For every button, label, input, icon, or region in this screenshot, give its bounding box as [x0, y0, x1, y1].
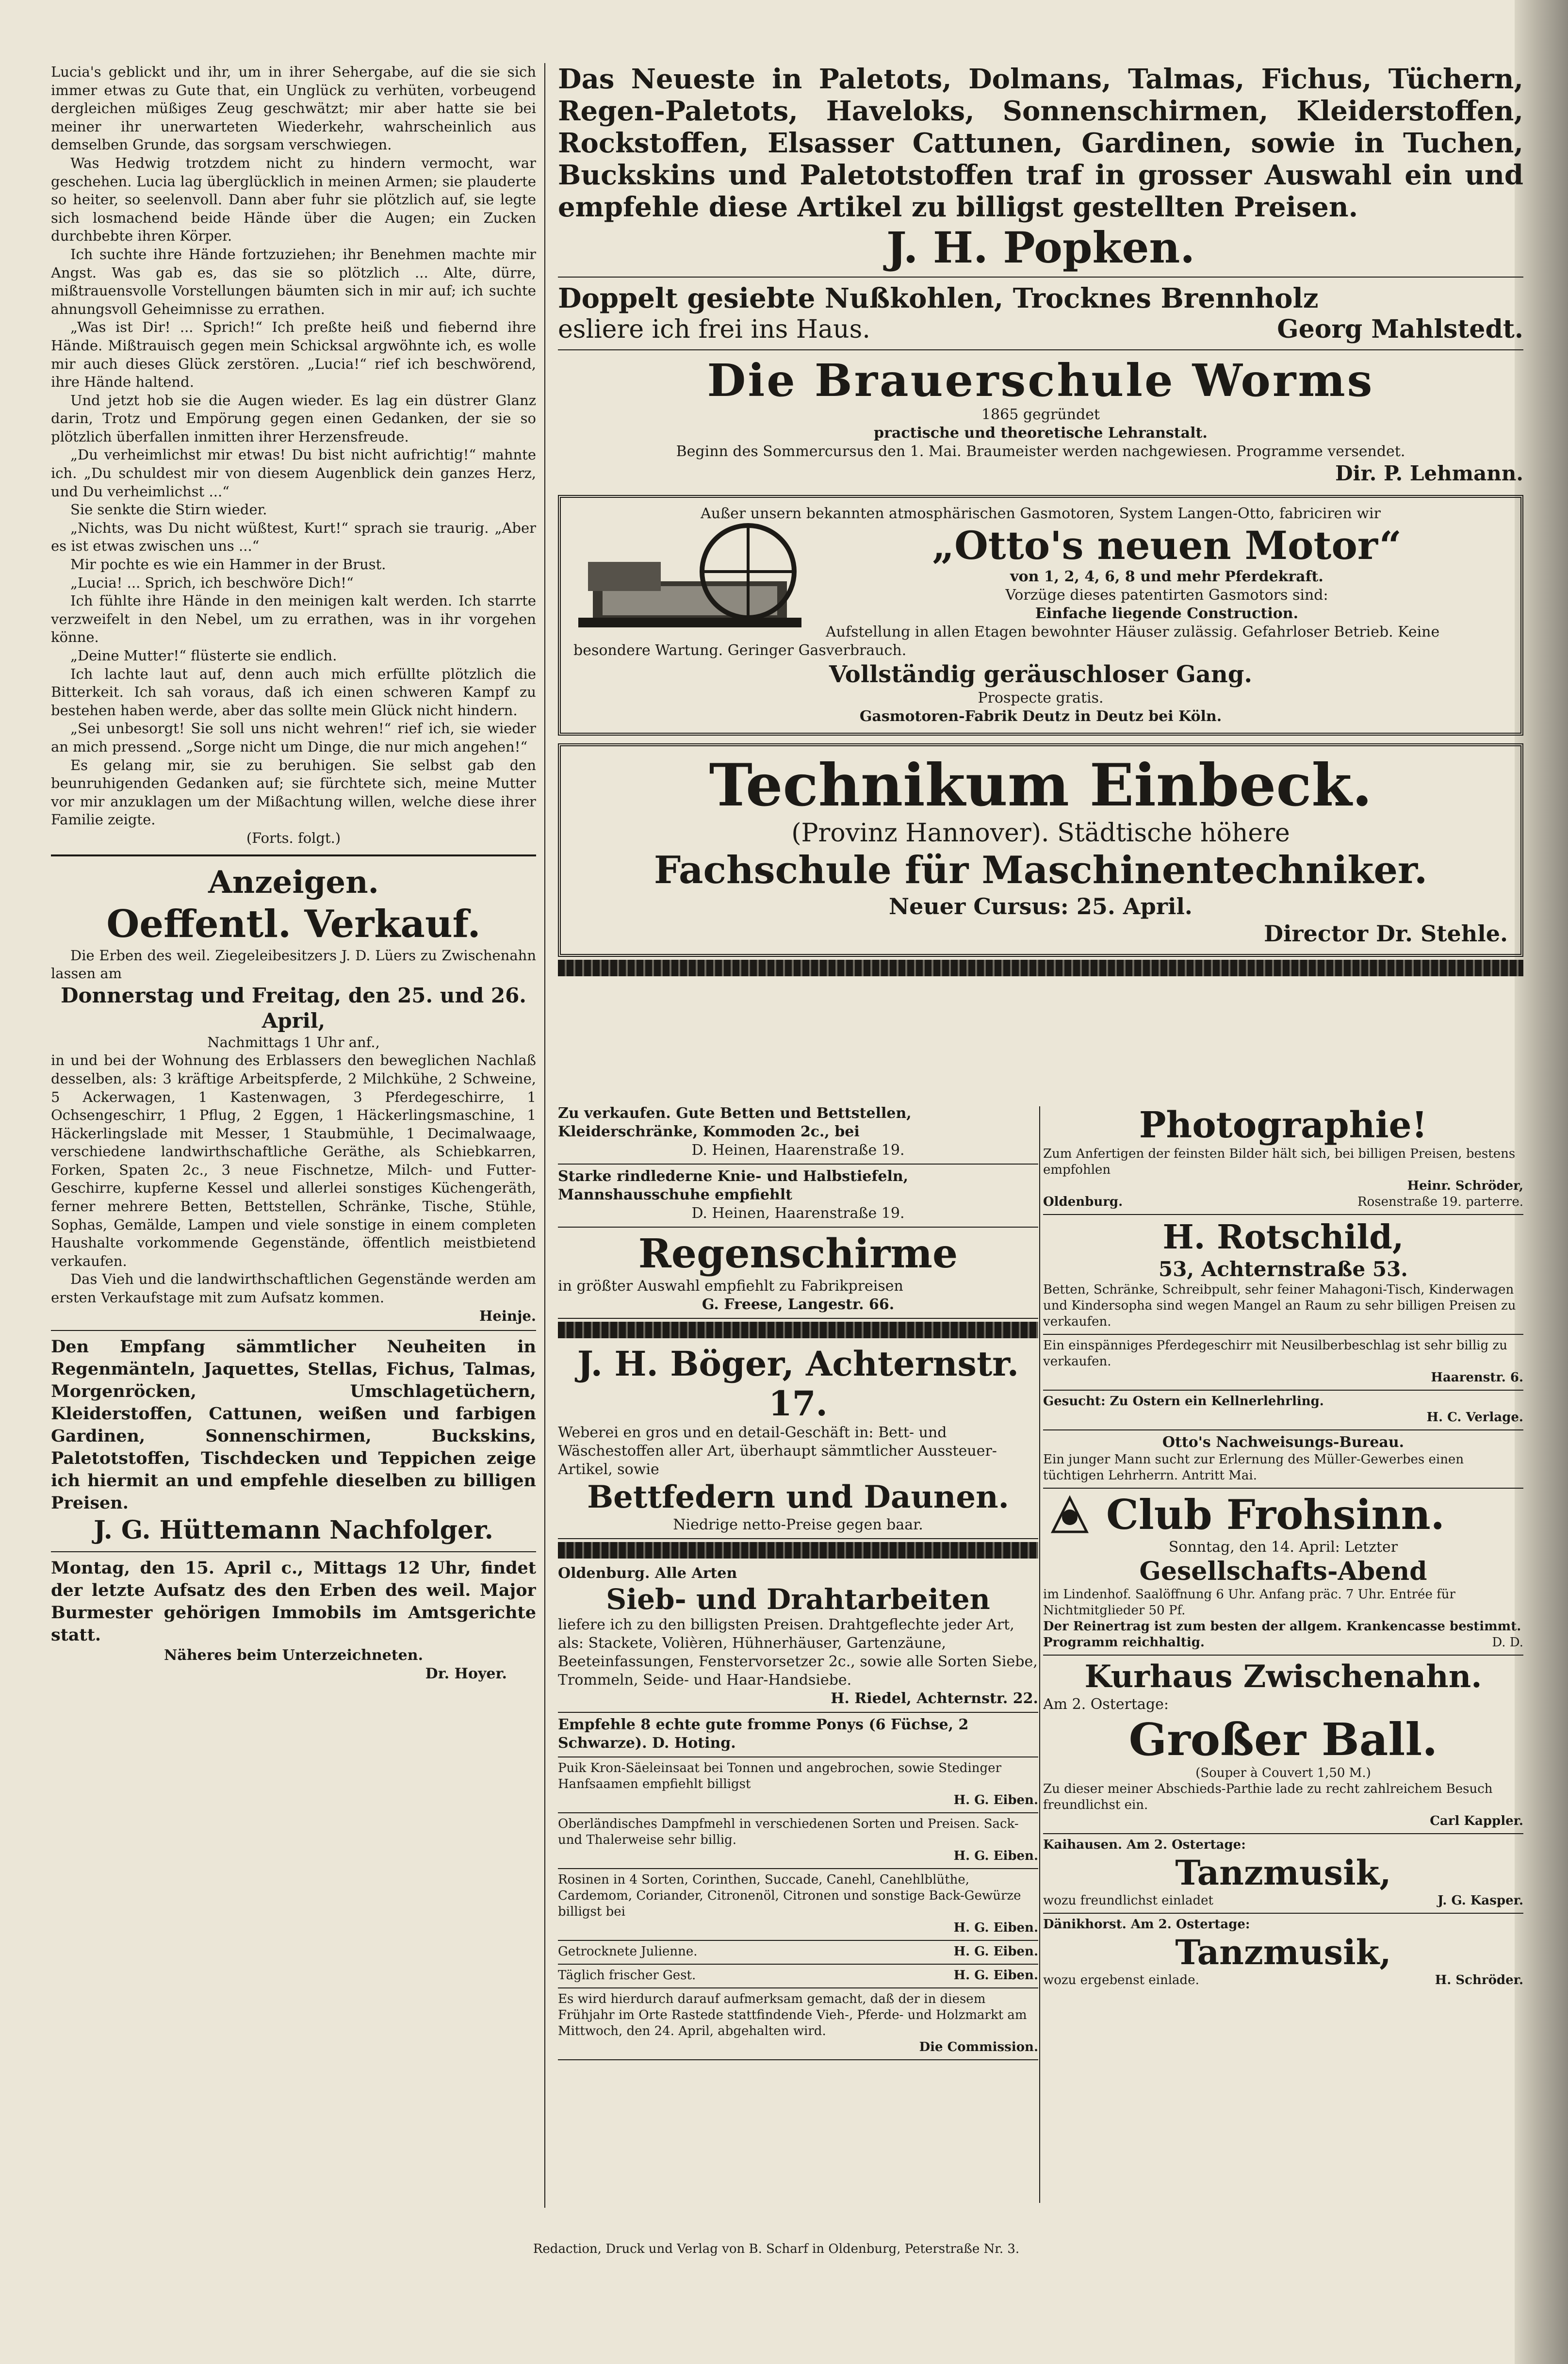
regenschirme-sign: G. Freese, Langestr. 66. [702, 1296, 895, 1313]
otto-construction: Einfache liegende Construction. [1035, 605, 1299, 622]
tanzmusik-text: wozu freundlichst einladet [1043, 1893, 1213, 1908]
club-rein: Der Reinertrag ist zum besten der allgem. Krankencasse bestimmt. [1043, 1619, 1521, 1634]
verkauf-text: in und bei der Wohnung des Erblassers den beweglichen Nachlaß desselben, als: 3 kräftige Arbeitspferde, 2 Milchkühe, 2 Schweine, 5 Ackerwagen, 1 Kastenwagen, 3 Pferdegeschirre, 1 Ochsengeschirr, 1 Pflug, 2 Eggen, 1 Häckerlingsmaschine, 1 Häckerlingslade mit Messer, 1 Staubmühle, 1 Decimalwaage, verschiedene landwirthschaftliche Geräthe, als Schiebkarren, Forken, Spaten 2c., 3 neue Fischnetze, Milch- und Futter-Geschirre, kupferne Kessel und allerlei sonstiges Küchengeräth, ferner mehrere Betten, Bettstellen, Schränke, Tische, Stühle, Sophas, Gemälde, Lampen und viele sonstige in einem completen Haushalte vorkommende Gegenstände, öffentlich meistbietend verkaufen. [51, 1052, 536, 1269]
kurhaus-text: Zu dieser meiner Abschieds-Parthie lade zu recht zahlreichem Besuch freundlichst ein. [1043, 1782, 1493, 1812]
markt-ad: Es wird hierdurch darauf aufmerksam gemacht, daß der in diesem Frühjahr im Orte Rastede stattfindende Vieh-, Pferde- und Holzmarkt am Mittwoch, den 24. April, abgehalten wird. [558, 1992, 1027, 2038]
photo-text: Zum Anfertigen der feinsten Bilder hält sich, bei billigen Preisen, bestens empfohlen [1043, 1147, 1516, 1177]
verkauf-date: Donnerstag und Freitag, den 25. und 26. April, [61, 983, 526, 1033]
club-line1: Sonntag, den 14. April: Letzter [1168, 1539, 1398, 1556]
technikum-sub: (Provinz Hannover). Städtische höhere [791, 819, 1290, 848]
club-text: im Lindenhof. Saalöffnung 6 Uhr. Anfang präc. 7 Uhr. Entrée für Nichtmitglieder 50 Pf. [1043, 1587, 1455, 1618]
popken-sign: J. H. Popken. [886, 222, 1195, 273]
middle-ad-column [558, 1101, 1038, 2203]
story-paragraph: „Sei unbesorgt! Sie soll uns nicht wehren!“ rief ich, sie wieder an mich pressend. „Sorge nicht um Dinge, die nur mich angehen!“ [51, 720, 536, 755]
story-paragraph: „Was ist Dir! ... Sprich!“ Ich preßte heiß und fiebernd ihre Hände. Mißtrauisch gegen mein Schicksal argwöhnte ich, es wolle mir auch dieses Glück zerstören. „Lucia!“ rief ich beschwörend, ihre Hände haltend. [51, 319, 536, 391]
mahlstedt-title: Doppelt gesiebte Nußkohlen, Trocknes Brennholz [558, 282, 1319, 314]
rotschild-addr: 53, Achternstraße 53. [1159, 1257, 1408, 1281]
riedel-text: liefere ich zu den billigsten Preisen. Drahtgeflechte jeder Art, als: Stackete, Volièren, Hühnerhäuser, Gartenzäune, Beeteinfassungen, Fenstervorsetzer 2c., sowie alle Sorten Siebe, Trommeln, Seide- und Haar-Handsiebe. [558, 1616, 1038, 1689]
brauerschule-sub: practische und theoretische Lehranstalt. [874, 425, 1208, 442]
continued-note: (Forts. folgt.) [246, 829, 341, 846]
popken-ad: Das Neueste in Paletots, Dolmans, Talmas, Fichus, Tüchern, Regen-Paletots, Haveloks, Sonnenschirmen, Kleiderstoffen, Rockstoffen, Elsasser Cattunen, Gardinen, sowie in Tuchen, Buckskins und Paletotstoffen traf in grosser Auswahl ein und empfehle diese Artikel zu billigst gestellten Preisen. [558, 63, 1523, 223]
photo-name: Heinr. Schröder, [1407, 1179, 1523, 1193]
gest-ad: Täglich frischer Gest. [558, 1968, 696, 1983]
tanzmusik-sign: J. G. Kasper. [1437, 1893, 1523, 1908]
story-paragraph: Ich fühlte ihre Hände in den meinigen kalt werden. Ich starrte verzweifelt in den Nebel, um zu errathen, was in ihr vorgehen könne. [51, 592, 536, 646]
ball-title: Großer Ball. [1128, 1713, 1438, 1766]
ornament-bar [558, 1542, 1038, 1559]
tanzmusik-sign-2: H. Schröder. [1435, 1973, 1523, 1987]
technikum-sign: Director Dr. Stehle. [1264, 920, 1508, 947]
julienne-sign: H. G. Eiben. [953, 1944, 1038, 1959]
heinen-ad: Zu verkaufen. Gute Betten und Bettstellen, Kleiderschränke, Kommoden 2c., bei [558, 1105, 912, 1140]
serial-story [51, 63, 536, 848]
verkauf-time: Nachmittags 1 Uhr anf., [207, 1034, 380, 1051]
boeger-big: Bettfedern und Daunen. [587, 1479, 1009, 1515]
ad-rule [51, 1551, 536, 1552]
brauerschule-founded: 1865 gegründet [981, 406, 1100, 423]
column-divider-lower [1039, 1106, 1040, 2203]
otto-text: Aufstellung in allen Etagen bewohnter Häuser zulässig. Gefahrloser Betrieb. Keine besondere Wartung. Geringer Gasverbrauch. [573, 624, 1440, 659]
story-paragraph: Was Hedwig trotzdem nicht zu hindern vermocht, war geschehen. Lucia lag überglücklich in meinen Armen; sie plauderte so heiter, so seelenvoll. Dann aber fuhr sie plötzlich auf, sie legte sich losmachend beide Hände über die Augen; ein Zucken durchbebte ihren Körper. [51, 154, 536, 245]
boeger-title: J. H. Böger, Achternstr. 17. [577, 1344, 1019, 1424]
mehl-ad: Oberländisches Dampfmehl in verschiedenen Sorten und Preisen. Sack- und Thalerweise sehr billig. [558, 1817, 1019, 1847]
story-paragraph: Ich suchte ihre Hände fortzuziehen; ihr Benehmen machte mir Angst. Was gab es, das sie so plötzlich ... Alte, dürre, mißtrauensvolle Vorstellungen bäumten sich in mir auf; ich suchte ahnungsvoll Geheimnisse zu errathen. [51, 246, 536, 317]
gesucht-sign: H. C. Verlage. [1426, 1410, 1523, 1425]
gest-sign: H. G. Eiben. [953, 1968, 1038, 1983]
kaihausen-head: Kaihausen. Am 2. Ostertage: [1043, 1838, 1246, 1852]
riedel-title: Sieb- und Drahtarbeiten [606, 1583, 990, 1616]
club-line2: Gesellschafts-Abend [1139, 1557, 1427, 1586]
story-paragraph: Sie senkte die Stirn wieder. [70, 501, 267, 518]
regenschirme-text: in größter Auswahl empfiehlt zu Fabrikpreisen [558, 1278, 903, 1295]
left-column [51, 63, 536, 2208]
montag-ad: Montag, den 15. April c., Mittags 12 Uhr, findet der letzte Aufsatz des den Erben des weil. Major Burmester gehörigen Immobils im Amtsgerichte statt. [51, 1558, 536, 1645]
montag-sign: Dr. Hoyer. [425, 1665, 507, 1683]
bureau-title: Otto's Nachweisungs-Bureau. [1162, 1434, 1405, 1451]
section-rule [51, 854, 536, 856]
souper: (Souper à Couvert 1,50 M.) [1195, 1766, 1371, 1780]
otto-title: „Otto's neuen Motor“ [932, 523, 1402, 568]
brauerschule-title: Die Brauerschule Worms [707, 354, 1374, 407]
boeger-text: Weberei en gros und en detail-Geschäft in: Bett- und Wäschestoffen aller Art, überhaupt sämmtlicher Aussteuer-Artikel, sowie [558, 1424, 997, 1478]
brauerschule-text: Beginn des Sommercursus den 1. Mai. Braumeister werden nachgewiesen. Programme versendet. [676, 443, 1405, 460]
photo-title: Photographie! [1139, 1104, 1428, 1146]
otto-sign: Gasmotoren-Fabrik Deutz in Deutz bei Köln. [859, 708, 1222, 725]
riedel-sign: H. Riedel, Achternstr. 22. [831, 1690, 1038, 1707]
ad-rule [51, 1330, 536, 1331]
regenschirme-title: Regenschirme [638, 1231, 958, 1277]
club-title: Club Frohsinn. [1106, 1491, 1445, 1539]
bureau-text: Ein junger Mann sucht zur Erlernung des Müller-Gewerbes einen tüchtigen Lehrherrn. Antritt Mai. [1043, 1452, 1464, 1483]
rotschild-text: Betten, Schränke, Schreibpult, sehr feiner Mahagoni-Tisch, Kinderwagen und Kindersopha sind wegen Mangel an Raum zu sehr billigen Preisen zu verkaufen. [1043, 1282, 1516, 1329]
story-paragraph: Es gelang mir, sie zu beruhigen. Sie selbst gab den beunruhigenden Gedanken auf; sie fürchtete sich, meine Mutter vor mir anzuklagen um der Mißachtung willen, welche diese ihrer Familie zeigte. [51, 756, 536, 828]
mehl-sign: H. G. Eiben. [953, 1849, 1038, 1863]
otto-quiet: Vollständig geräuschloser Gang. [829, 661, 1253, 688]
verkauf-title: Oeffentl. Verkauf. [106, 902, 481, 946]
heinen-sign: D. Heinen, Haarenstraße 19. [691, 1142, 905, 1159]
heinen-sign-2: D. Heinen, Haarenstraße 19. [691, 1205, 905, 1222]
verkauf-sign: Heinje. [479, 1307, 536, 1324]
otto-prospecte: Prospecte gratis. [978, 690, 1104, 706]
tanzmusik-text-2: wozu ergebenst einlade. [1043, 1973, 1199, 1987]
montag-sub: Näheres beim Unterzeichneten. [163, 1647, 424, 1664]
tanzmusik-title: Tanzmusik, [1175, 1853, 1391, 1893]
kurhaus-title: Kurhaus Zwischenahn. [1084, 1658, 1482, 1695]
story-paragraph: Lucia's geblickt und ihr, um in ihrer Sehergabe, auf die sie sich immer etwas zu Gute that, ein Unglück zu verhüten, vorbeugend dergleichen müßiges Zeug geschwätzt; mir aber hatte sie bei meiner ihr unerwarteten Wiederkehr, wahrscheinlich aus demselben Grunde, das sorgsam verschwiegen. [51, 64, 536, 153]
story-paragraph: Mir pochte es wie ein Hammer in der Brust. [70, 556, 386, 573]
verkauf-intro: Die Erben des weil. Ziegeleibesitzers J. D. Lüers zu Zwischenahn lassen am [51, 947, 536, 982]
rotschild-title: H. Rotschild, [1162, 1218, 1404, 1257]
otto-intro: Außer unsern bekannten atmosphärischen Gasmotoren, System Langen-Otto, fabriciren wir [701, 505, 1381, 522]
riedel-head: Oldenburg. Alle Arten [558, 1565, 737, 1582]
otto-vorzuege: Vorzüge dieses patentirten Gasmotors sind: [1005, 587, 1328, 604]
markt-sign: Die Commission. [919, 2040, 1038, 2054]
technikum-cursus: Neuer Cursus: 25. April. [889, 893, 1192, 919]
story-paragraph: „Nichts, was Du nicht wüßtest, Kurt!“ sprach sie traurig. „Aber es ist etwas zwischen uns ...“ [51, 519, 536, 555]
anzeigen-heading: Anzeigen. [208, 864, 379, 901]
right-column [558, 63, 1523, 1101]
tanzmusik-title-2: Tanzmusik, [1175, 1932, 1391, 1972]
rosinen-ad: Rosinen in 4 Sorten, Corinthen, Succade, Canehl, Canehlblüthe, Cardemom, Coriander, Citronenöl, Citronen und sonstige Back-Gewürze billigst bei [558, 1872, 1021, 1919]
rosinen-sign: H. G. Eiben. [953, 1921, 1038, 1935]
story-paragraph: Ich lachte laut auf, denn auch mich erfüllte plötzlich die Bitterkeit. Ich sah voraus, daß ich einen schweren Kampf zu bestehen haben werde, aber das sollte mein Glück nicht hindern. [51, 665, 536, 719]
photo-addr: Rosenstraße 19. parterre. [1357, 1195, 1523, 1209]
technikum-title: Technikum Einbeck. [709, 751, 1372, 820]
julienne-ad: Getrocknete Julienne. [558, 1944, 698, 1959]
saat-sign: H. G. Eiben. [953, 1793, 1038, 1807]
story-paragraph: „Deine Mutter!“ flüsterte sie endlich. [70, 647, 337, 664]
verkauf-text-2: Das Vieh und die landwirthschaftlichen Gegenstände werden am ersten Verkaufstage mit zum Aufsatz kommen. [51, 1271, 536, 1306]
kurhaus-sign: Carl Kappler. [1430, 1814, 1523, 1828]
kurhaus-date: Am 2. Ostertage: [1043, 1696, 1169, 1713]
otto-ad [558, 495, 1523, 736]
boeger-sub: Niedrige netto-Preise gegen baar. [673, 1516, 923, 1533]
right-ad-column [1043, 1101, 1523, 2203]
imprint-footer: Redaction, Druck und Verlag von B. Scharf in Oldenburg, Peterstraße Nr. 3. [533, 2242, 1020, 2256]
ornament-bar [558, 960, 1523, 976]
geschirr-addr: Haarenstr. 6. [1431, 1370, 1523, 1385]
ad-rule [558, 349, 1523, 350]
mahlstedt-sign: Georg Mahlstedt. [1277, 314, 1523, 344]
technikum-school: Fachschule für Maschinentechniker. [653, 848, 1428, 892]
otto-sizes: von 1, 2, 4, 6, 8 und mehr Pferdekraft. [1010, 568, 1323, 585]
empfang-sign: J. G. Hüttemann Nachfolger. [94, 1515, 493, 1545]
saat-ad: Puik Kron-Säeleinsaat bei Tonnen und angebrochen, sowie Stedinger Hanfsaamen empfiehlt billigst [558, 1761, 1001, 1791]
club-sign: D. D. [1492, 1635, 1523, 1650]
gas-engine-illustration [573, 523, 816, 635]
geschirr-ad: Ein einspänniges Pferdegeschirr mit Neusilberbeschlag ist sehr billig zu verkaufen. [1043, 1338, 1507, 1369]
story-paragraph: Und jetzt hob sie die Augen wieder. Es lag ein düstrer Glanz darin, Trotz und Empörung gegen einen Gedanken, der sie so plötzlich überfallen inmitten ihrer Herzensfreude. [51, 392, 536, 445]
heinen-ad-2: Starke rindlederne Knie- und Halbstiefeln, Mannshausschuhe empfiehlt [558, 1168, 909, 1203]
technikum-ad [558, 743, 1523, 957]
gesucht-ad: Gesucht: Zu Ostern ein Kellnerlehrling. [1043, 1394, 1324, 1409]
club-prog: Programm reichhaltig. [1043, 1635, 1205, 1650]
mahlstedt-line: esliere ich frei ins Haus. [558, 315, 870, 344]
ad-rule [558, 277, 1523, 278]
column-divider [544, 63, 545, 2208]
ponys-sign: D. Hoting. [652, 1735, 736, 1752]
story-paragraph: „Du verheimlichst mir etwas! Du bist nicht aufrichtig!“ mahnte ich. „Du schuldest mir von diesem Augenblick dein ganzes Herz, und Du verheimlichst ...“ [51, 446, 536, 500]
ornament-bar [558, 1322, 1038, 1338]
lyre-emblem-icon [1043, 1493, 1096, 1537]
brauerschule-sign: Dir. P. Lehmann. [1335, 461, 1523, 485]
empfang-ad: Den Empfang sämmtlicher Neuheiten in Regenmänteln, Jaquettes, Stellas, Fichus, Talmas, Morgenröcken, Umschlagetüchern, Kleiderstoffen, Cattunen, weißen und farbigen Gardinen, Sonnenschirmen, Buckskins, Paletotstoffen, Tischdecken und Teppichen zeige ich hiermit an und empfehle dieselben zu billigen Preisen. [51, 1337, 536, 1513]
story-paragraph: „Lucia! ... Sprich, ich beschwöre Dich!“ [70, 574, 354, 591]
photo-place: Oldenburg. [1043, 1195, 1123, 1209]
daenikhorst-head: Dänikhorst. Am 2. Ostertage: [1043, 1917, 1250, 1932]
ponys-ad: Empfehle 8 echte gute fromme Ponys (6 Füchse, 2 Schwarze). [558, 1716, 969, 1752]
